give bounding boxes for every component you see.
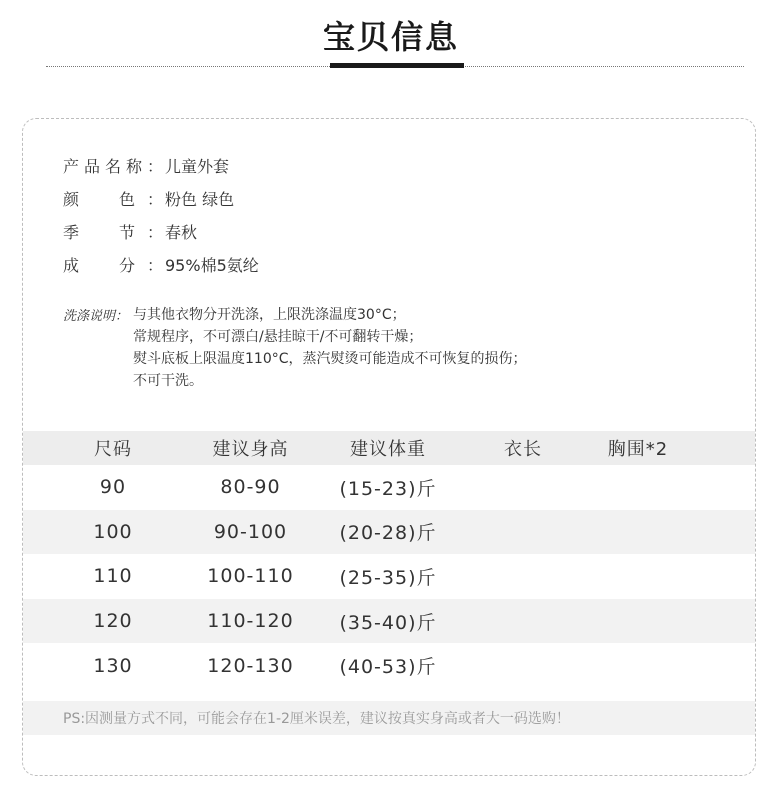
column-header: 衣长 [504,439,542,460]
size-cell: 100 [93,520,133,543]
attribute-label: 季 节 ： [63,223,163,242]
table-row [23,554,756,599]
table-row [23,599,756,644]
weight-cell: (25-35)斤 [339,566,437,589]
care-instructions [63,303,527,391]
weight-cell: (35-40)斤 [339,611,437,634]
care-label: 洗涤说明： [63,308,129,324]
attribute-row-color [63,182,259,215]
weight-cell: (20-28)斤 [339,522,437,545]
size-table [23,431,756,688]
column-header: 尺码 [94,439,132,460]
measurement-note: PS:因测量方式不同，可能会存在1-2厘米误差，建议按真实身高或者大一码选购！ [23,701,756,735]
size-cell: 110 [93,565,133,588]
height-cell: 110-120 [207,610,294,633]
column-header: 建议体重 [350,439,426,460]
attribute-value: 95%棉5氨纶 [165,256,259,275]
column-header: 胸围*2 [607,439,669,460]
care-line: 与其他衣物分开洗涤，上限洗涤温度30°C； [133,307,406,323]
product-info-card [22,118,756,776]
product-attributes [63,149,259,281]
size-cell: 130 [93,654,133,677]
attribute-row-season [63,215,259,248]
size-cell: 90 [99,476,127,499]
table-row [23,643,756,688]
attribute-row-name [63,149,259,182]
height-cell: 100-110 [207,565,294,588]
care-line: 熨斗底板上限温度110°C，蒸汽熨烫可能造成不可恢复的损伤； [133,351,527,367]
attribute-row-material [63,248,259,281]
attribute-label: 颜 色 ： [63,190,163,209]
height-cell: 120-130 [207,654,294,677]
height-cell: 80-90 [220,476,281,499]
weight-cell: (40-53)斤 [339,656,437,679]
height-cell: 90-100 [213,520,288,543]
table-row [23,465,756,510]
table-row [23,510,756,555]
table-header-row [23,431,756,465]
attribute-label: 产 品 名 称 ： [63,157,163,176]
attribute-value: 春秋 [165,223,198,242]
attribute-value: 儿童外套 [165,157,230,176]
section-title: 宝贝信息 [322,18,459,56]
column-header: 建议身高 [212,439,289,460]
weight-cell: (15-23)斤 [339,477,437,500]
title-underline-bar [330,63,464,68]
attribute-value: 粉色 绿色 [165,190,235,209]
care-line: 常规程序，不可漂白/悬挂晾干/不可翻转干燥； [133,329,423,345]
care-line: 不可干洗。 [133,373,203,389]
attribute-label: 成 分 ： [63,256,163,275]
size-cell: 120 [93,610,133,633]
